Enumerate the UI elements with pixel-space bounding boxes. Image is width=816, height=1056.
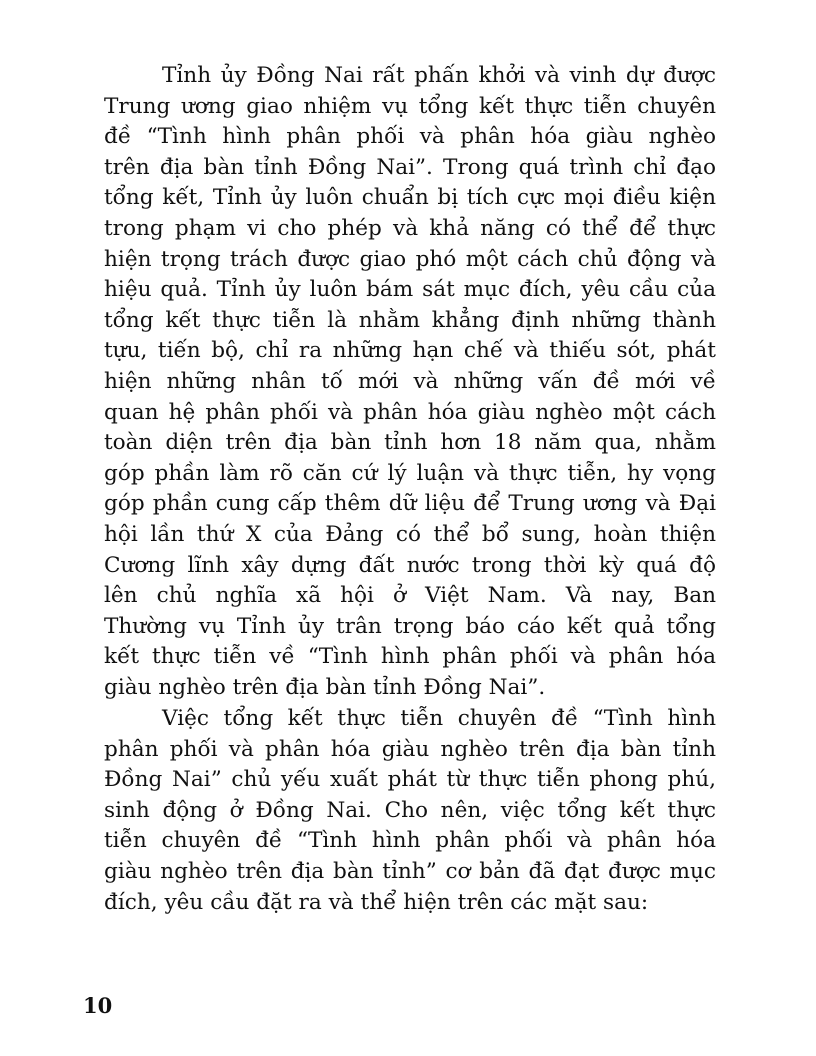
paragraph-line: Trung ương giao nhiệm vụ tổng kết thực tiễn chuyên: [104, 93, 716, 119]
paragraph-line: tựu, tiến bộ, chỉ ra những hạn chế và thiếu sót, phát: [104, 338, 716, 364]
paragraph-line: Cương lĩnh xây dựng đất nước trong thời kỳ quá độ: [104, 552, 716, 578]
paragraph-line: góp phần cung cấp thêm dữ liệu để Trung ương và Đại: [104, 491, 716, 517]
paragraph-line: hiện trọng trách được giao phó một cách chủ động và: [104, 246, 716, 272]
paragraph-line: Tỉnh ủy Đồng Nai rất phấn khởi và vinh dự được: [162, 63, 716, 88]
paragraph-line: Việc tổng kết thực tiễn chuyên đề “Tình hình: [162, 706, 716, 731]
paragraph-1: [104, 61, 716, 703]
paragraph-line: Đồng Nai” chủ yếu xuất phát từ thực tiễn phong phú,: [104, 767, 716, 793]
paragraph-line: giàu nghèo trên địa bàn tỉnh Đồng Nai”.: [104, 674, 546, 700]
paragraph-line: sinh động ở Đồng Nai. Cho nên, việc tổng kết thực: [104, 797, 716, 823]
paragraph-line: lên chủ nghĩa xã hội ở Việt Nam. Và nay, Ban: [104, 583, 716, 609]
paragraph-line: phân phối và phân hóa giàu nghèo trên địa bàn tỉnh: [104, 736, 716, 762]
paragraph-line: tổng kết thực tiễn là nhằm khẳng định những thành: [104, 307, 716, 333]
paragraph-line: giàu nghèo trên địa bàn tỉnh” cơ bản đã đạt được mục: [104, 858, 716, 884]
paragraph-line: hiện những nhân tố mới và những vấn đề mới về: [104, 368, 716, 394]
paragraph-line: toàn diện trên địa bàn tỉnh hơn 18 năm qua, nhằm: [104, 430, 716, 456]
paragraph-line: góp phần làm rõ căn cứ lý luận và thực tiễn, hy vọng: [104, 460, 716, 486]
paragraph-line: kết thực tiễn về “Tình hình phân phối và phân hóa: [104, 644, 716, 670]
paragraph-line: quan hệ phân phối và phân hóa giàu nghèo một cách: [104, 399, 716, 425]
paragraph-line: hội lần thứ X của Đảng có thể bổ sung, hoàn thiện: [104, 521, 716, 547]
paragraph-line: tổng kết, Tỉnh ủy luôn chuẩn bị tích cực mọi điều kiện: [104, 185, 716, 211]
paragraph-2: [104, 704, 716, 918]
paragraph-line: Thường vụ Tỉnh ủy trân trọng báo cáo kết quả tổng: [104, 613, 716, 639]
paragraph-line: trên địa bàn tỉnh Đồng Nai”. Trong quá trình chỉ đạo: [104, 154, 716, 180]
paragraph-line: đích, yêu cầu đặt ra và thể hiện trên các mặt sau:: [104, 889, 649, 915]
paragraph-line: hiệu quả. Tỉnh ủy luôn bám sát mục đích, yêu cầu của: [104, 277, 716, 303]
paragraph-line: trong phạm vi cho phép và khả năng có thể để thực: [104, 215, 716, 241]
paragraph-line: đề “Tình hình phân phối và phân hóa giàu nghèo: [104, 124, 716, 150]
paragraph-line: tiễn chuyên đề “Tình hình phân phối và phân hóa: [104, 828, 716, 854]
page-number: 10: [83, 993, 113, 1018]
